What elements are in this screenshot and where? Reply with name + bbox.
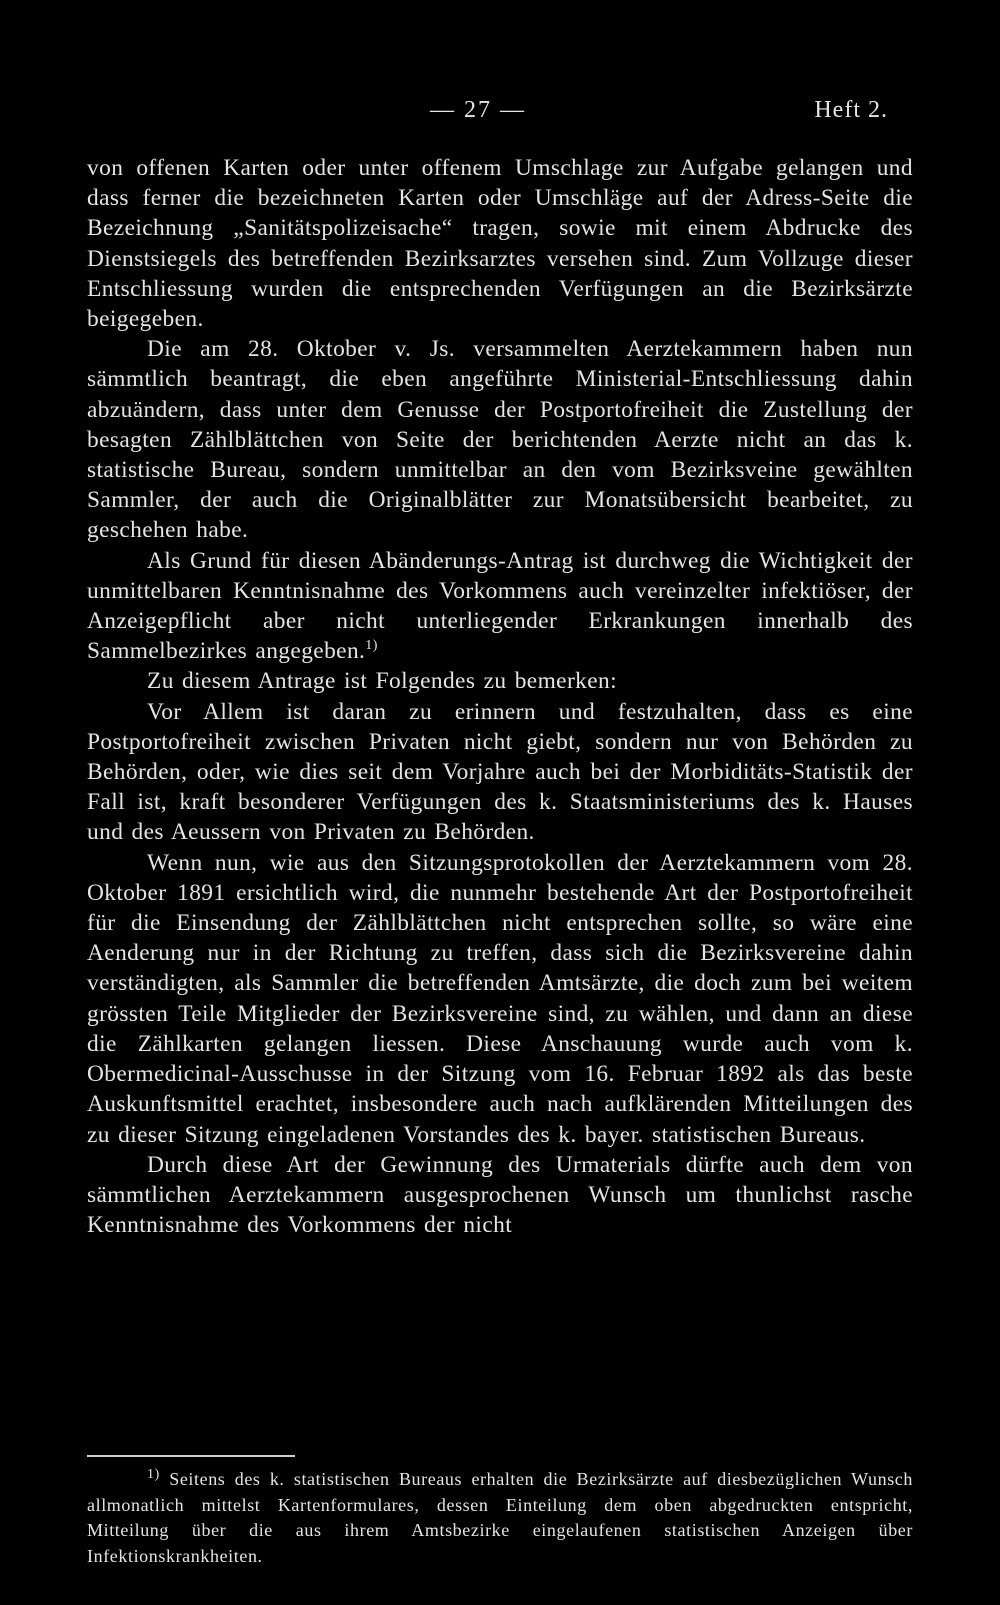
- footnote-text: Seitens des k. statistischen Bureaus erhalten die Bezirksärzte auf diesbezüglichen Wunsch allmonatlich mittelst Kartenformulares, dessen Einteilung dem oben abgedruckten entspricht, Mitteilung über die aus ihrem Amtsbezirke eingelaufenen statistischen Anzeigen über Infektionskrankheiten.: [87, 1469, 913, 1566]
- body-text: [87, 153, 913, 1240]
- paragraph-aerztekammern: Die am 28. Oktober v. Js. versammelten Aerztekammern haben nun sämmtlich beantragt, die eben angeführte Ministerial-Entschliessung dahin abzuändern, dass unter dem Genusse der Postportofreiheit die Zustellung der besagten Zählblättchen von Seite der berichtenden Aerzte nicht an das k. statistische Bureau, sondern unmittelbar an den vom Bezirksveine gewählten Sammler, der auch die Originalblätter zur Monatsübersicht bearbeitet, zu geschehen habe.: [87, 336, 913, 544]
- paragraph-continuation: von offenen Karten oder unter offenem Umschlage zur Aufgabe gelangen und dass ferner die bezeichneten Karten oder Umschläge auf der Adress-Seite die Bezeichnung „Sanitätspolizeisache“ tragen, sowie mit einem Abdrucke des Dienstsiegels des betreffenden Bezirksarztes versehen sind. Zum Vollzuge dieser Entschliessung wurden die entsprechenden Verfügungen an die Bezirksärzte beigegeben.: [87, 155, 913, 333]
- footnote-marker: 1): [147, 1467, 160, 1482]
- paragraph-grund: [87, 546, 913, 667]
- footnote: [87, 1467, 913, 1569]
- page-header: [0, 93, 1000, 127]
- footnote-divider: [87, 1455, 295, 1457]
- paragraph-sitzungsprotokolle: Wenn nun, wie aus den Sitzungsprotokollen der Aerztekammern vom 28. Oktober 1891 ersichtlich wird, die nunmehr bestehende Art der Postportofreiheit für die Einsendung der Zählblättchen nicht entsprechen sollte, so wäre eine Aenderung nur in der Richtung zu treffen, dass sich die Bezirksvereine dahin verständigten, als Sammler die betreffenden Amtsärzte, die doch zum bei weitem grössten Teile Mitglieder der Bezirksvereine sind, zu wählen, und dann an diese die Zählkarten gelangen liessen. Diese Anschauung wurde auch vom k. Obermedicinal-Ausschusse in der Sitzung vom 16. Februar 1892 als das beste Auskunftsmittel erachtet, insbesondere auch nach aufklärenden Mitteilungen des zu dieser Sitzung eingeladenen Vorstandes des k. bayer. statistischen Bureaus.: [87, 849, 913, 1148]
- paragraph-postportofreiheit: Vor Allem ist daran zu erinnern und festzuhalten, dass es eine Postportofreiheit zwischen Privaten nicht giebt, sondern nur von Behörden zu Behörden, oder, wie dies seit dem Vorjahre auch bei der Morbiditäts-Statistik der Fall ist, kraft besonderer Verfügungen des k. Staatsministeriums des k. Hauses und des Aeussern von Privaten zu Behörden.: [87, 698, 913, 846]
- running-head: Heft 2.: [814, 97, 888, 123]
- paragraph-antrag: Zu diesem Antrage ist Folgendes zu bemerken:: [147, 668, 618, 695]
- page-number: — 27 —: [430, 97, 526, 123]
- paragraph-urmaterial: Durch diese Art der Gewinnung des Urmaterials dürfte auch dem von sämmtlichen Aerztekammern ausgesprochenen Wunsch um thunlichst rasche Kenntnisnahme des Vorkommens der nicht: [87, 1151, 913, 1239]
- footnote-reference: 1): [365, 638, 378, 654]
- paragraph-grund-text: Als Grund für diesen Abänderungs-Antrag ist durchweg die Wichtigkeit der unmittelbaren Kenntnisnahme des Vorkommens auch vereinzelter infektiöser, der Anzeigepflicht aber nicht unterliegender Erkrankungen innerhalb des Sammelbezirkes angegeben.: [87, 547, 913, 665]
